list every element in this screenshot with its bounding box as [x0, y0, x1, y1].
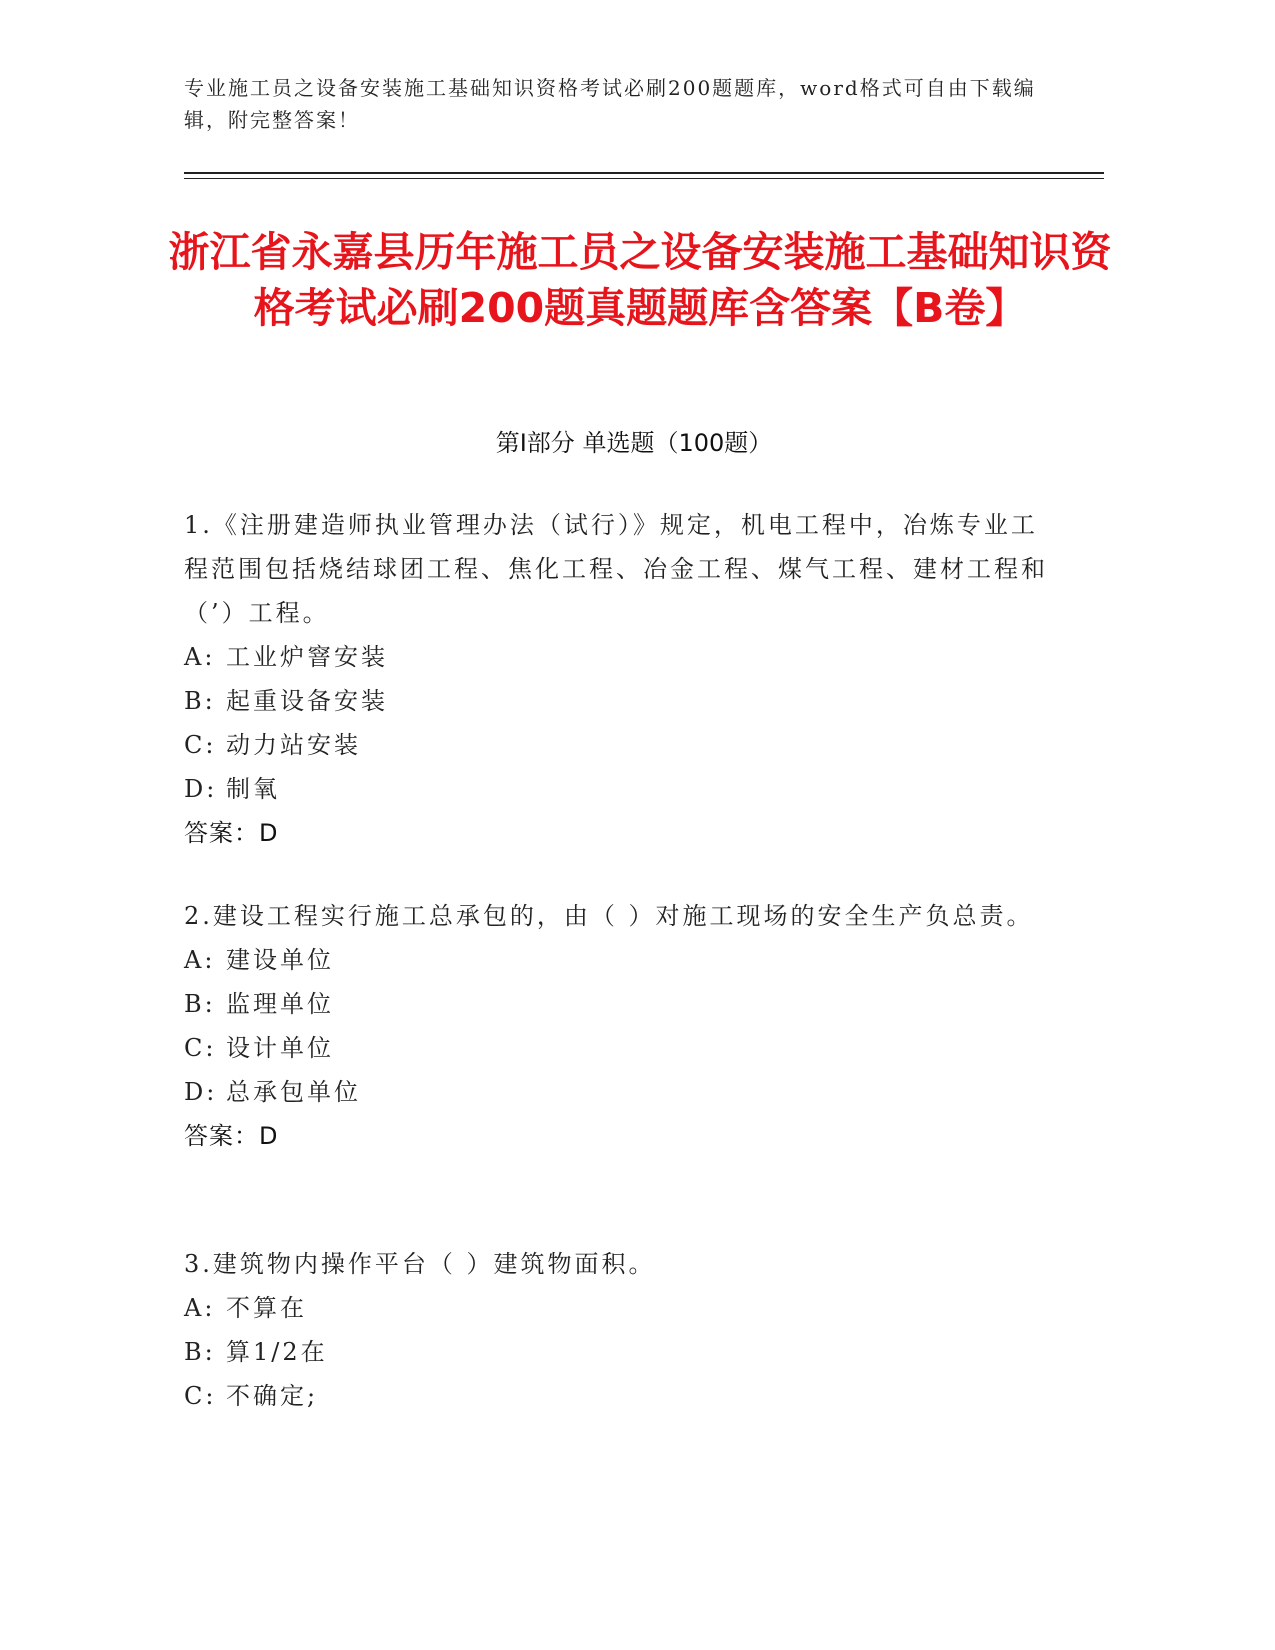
question-stem: 3.建筑物内操作平台（ ）建筑物面积。 — [184, 1250, 656, 1278]
question-1 — [184, 503, 1064, 855]
option-d — [184, 1070, 1064, 1114]
option-c — [184, 723, 1064, 767]
section-heading: 第Ⅰ部分 单选题（100题） — [495, 429, 773, 457]
option-letter: B: — [184, 990, 216, 1018]
option-letter: C: — [184, 1034, 217, 1062]
question-stem: 2.建设工程实行施工总承包的，由（ ）对施工现场的安全生产负总责。 — [184, 902, 1034, 930]
option-letter: A: — [184, 946, 216, 974]
option-letter: C: — [184, 731, 217, 759]
option-text: 动力站安装 — [226, 731, 361, 759]
header-rule-thick — [184, 172, 1104, 174]
option-letter: A: — [184, 643, 216, 671]
option-text: 设计单位 — [226, 1034, 334, 1062]
question-2 — [184, 894, 1064, 1158]
document-title: 浙江省永嘉县历年施工员之设备安装施工基础知识资格考试必刷200题真题题库含答案【B卷】 — [168, 228, 1112, 332]
answer-line: 答案：D — [184, 819, 279, 847]
question-stem: 1.《注册建造师执业管理办法（试行）》规定，机电工程中，冶炼专业工程范围包括烧结球团工程、焦化工程、冶金工程、煤气工程、建材工程和（’）工程。 — [184, 511, 1048, 627]
option-text: 建设单位 — [226, 946, 334, 974]
option-text: 不确定; — [226, 1382, 319, 1410]
option-b — [184, 982, 1064, 1026]
option-a — [184, 635, 1064, 679]
option-b — [184, 679, 1064, 723]
option-text: 工业炉窨安装 — [226, 643, 388, 671]
question-3 — [184, 1242, 1064, 1418]
option-c — [184, 1374, 1064, 1418]
option-letter: D: — [184, 775, 218, 803]
option-text: 起重设备安装 — [226, 687, 388, 715]
option-text: 不算在 — [226, 1294, 307, 1322]
option-text: 算1/2在 — [226, 1338, 328, 1366]
option-letter: B: — [184, 687, 216, 715]
header-rule-thin — [184, 178, 1104, 179]
option-b — [184, 1330, 1064, 1374]
option-text: 制氧 — [226, 775, 280, 803]
option-letter: D: — [184, 1078, 218, 1106]
answer-line: 答案：D — [184, 1122, 279, 1150]
option-letter: B: — [184, 1338, 216, 1366]
option-a — [184, 938, 1064, 982]
option-text: 监理单位 — [226, 990, 334, 1018]
document-header: 专业施工员之设备安装施工基础知识资格考试必刷200题题库，word格式可自由下载编辑，附完整答案！ — [184, 76, 1036, 132]
option-a — [184, 1286, 1064, 1330]
option-letter: C: — [184, 1382, 217, 1410]
option-c — [184, 1026, 1064, 1070]
option-d — [184, 767, 1064, 811]
option-letter: A: — [184, 1294, 216, 1322]
option-text: 总承包单位 — [226, 1078, 361, 1106]
